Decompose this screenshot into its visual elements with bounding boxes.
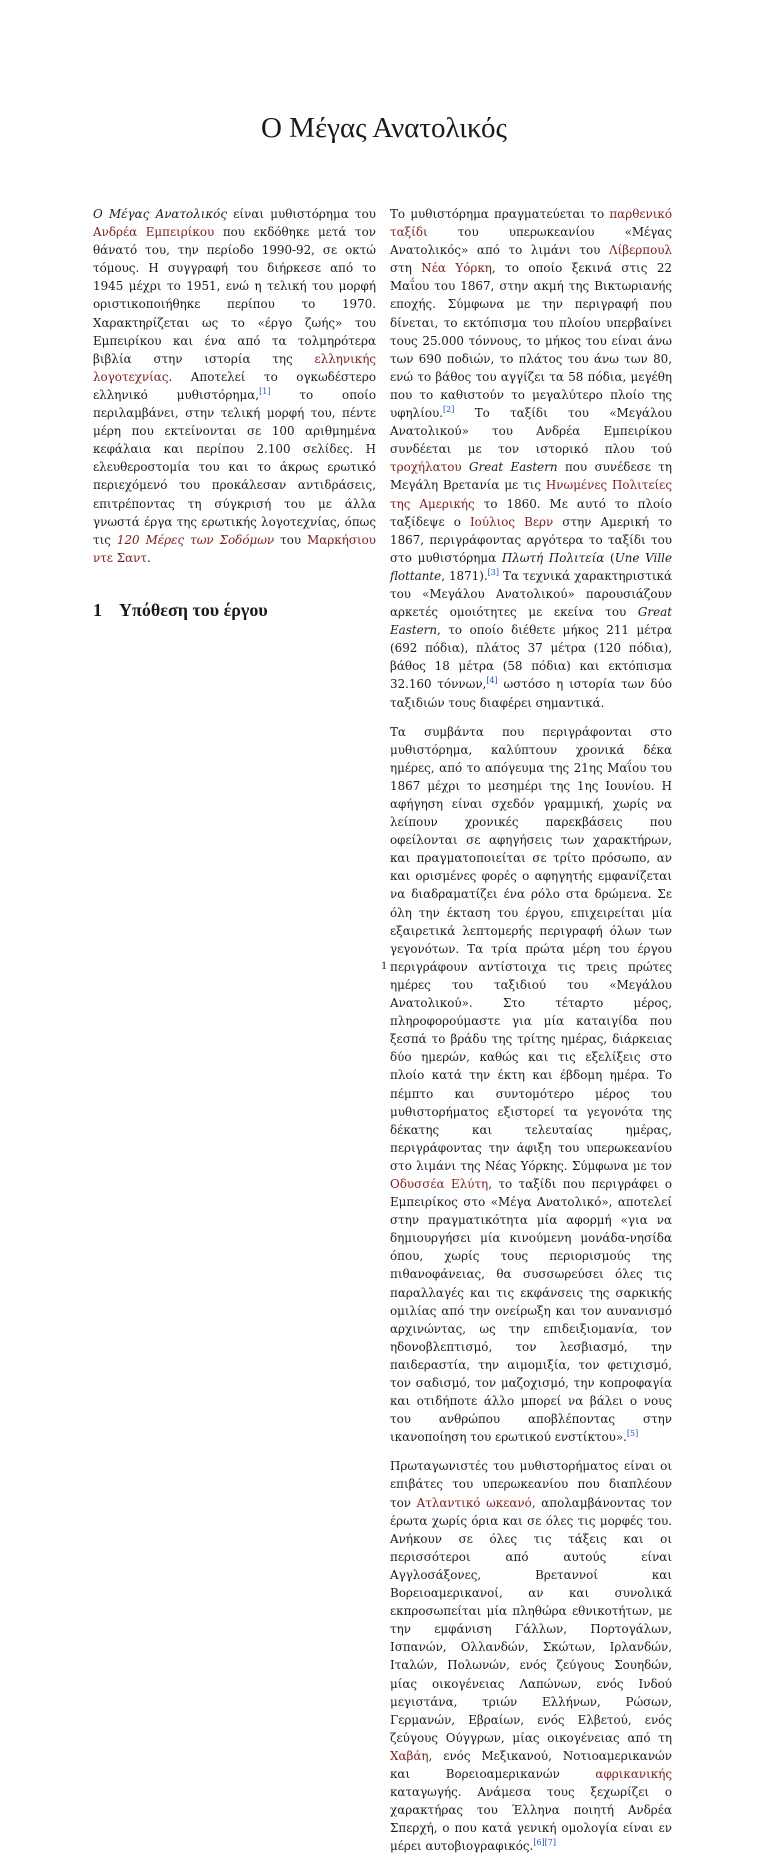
reference-5[interactable]: [5] (626, 1429, 639, 1439)
text: Πρωταγωνιστές του μυθιστορήματος είναι οι επιβάτες του υπερωκεανίου που διαπλέουν τον (390, 1459, 672, 1510)
text: . Αποτελεί το ογκωδέστερο ελληνικό μυθιστόρημα, (93, 369, 376, 402)
text: που εκδόθηκε μετά τον θάνατό του, την περίοδο 1990-92, σε οκτώ τόμους. Η συγγραφή του διήρκεσε από το 1945 μέχρι το 1951, ενώ η τελική του μορφή οριστικοποιήθηκε περίπου το 1970. Χαρακτηρίζεται ως το «έργο ζωής» του Εμπειρίκου και ένα από τα τολμηρότερα βιβλία στην ιστορία της (93, 225, 376, 366)
plot-paragraph-1 (390, 205, 672, 712)
section-heading (93, 601, 376, 619)
text: , ενός Μεξικανού, Νοτιοαμερικανών και Βορειοαμερικανών (390, 1748, 672, 1781)
italic-text: Great Eastern (469, 460, 558, 475)
plot-paragraph-2 (390, 723, 672, 1447)
text: του υπερωκεανίου «Μέγας Ανατολικός» από το λιμάνι του (390, 225, 672, 258)
link-marquis-de-sade[interactable]: Μαρκήσιου ντε Σαντ (93, 532, 376, 565)
italic-text: Πλωτή Πολιτεία (501, 550, 605, 565)
text (462, 460, 469, 474)
reference-2[interactable]: [2] (443, 405, 455, 415)
link-andreas-embirikos[interactable]: Ανδρέα Εμπειρίκου (93, 225, 215, 240)
link-liverpool[interactable]: Λίβερπουλ (608, 243, 672, 258)
text: το οποίο περιλαμβάνει, στην τελική μορφή του, πέντε μέρη που εκτείνονται σε 100 αριθμημένα κεφάλαια και περίπου 2.100 σελίδες. Η ελευθεροστομία του και το άκρως ερωτικό περιεχόμενό του προκάλεσαν αντιδράσεις, επιτρέποντας τη σύγκρισή του με άλλα γνωστά έργα της ερωτικής λογοτεχνίας, όπως τις (93, 387, 377, 547)
text: ωστόσο η ιστορία των δύο ταξιδιών τους διαφέρει σημαντικά. (390, 677, 672, 710)
link-maiden-voyage[interactable]: παρθενικό ταξίδι (390, 207, 672, 240)
text: καταγωγής. Ανάμεσα τους ξεχωρίζει ο χαρακτήρας του Έλληνα ποιητή Ανδρέα Σπερχή, ο που κατά γενική ομολογία είναι εν μέρει αυτοβιογραφικός. (390, 1785, 672, 1854)
text: Τα συμβάντα που περιγράφονται στο μυθιστόρημα, καλύπτουν χρονικά δέκα ημέρες, από το απόγευμα της 21ης Μαΐου του 1867 μέχρι το μεσημέρι της 1ης Ιουνίου. Η αφήγηση είναι σχεδόν γραμμική, χωρίς να λείπουν χρονικές παρεκβάσεις που οφείλονται σε αφηγήσεις των χαρακτήρων, και πραγματοποιείται σε τρίτο πρόσωπο, αν και ορισμένες φορές ο αφηγητής εμφανίζεται να διαδραματίζει ένα ρόλο στα δρώμενα. Σε όλη την έκταση του έργου, επιχειρείται μία εξαιρετικά λεπτομερής περιγραφή όλων των γεγονότων. Τα τρία πρώτα μέρη του έργου περιγράφουν αντίστοιχα τις τρεις πρώτες ημέρες του ταξιδιού του «Μεγάλου Ανατολικού». Στο τέταρτο μέρος, πληροφορούμαστε για μία καταιγίδα που ξεσπά το βράδυ της τρίτης ημέρας, διάρκειας δύο ημερών, καθώς και τις εξελίξεις στο πλοίο κατά την έκτη και έβδομη ημέρα. Το πέμπτο και συντομότερο μέρος του μυθιστορήματος εξιστορεί τα γεγονότα της δέκατης και τελευταίας ημέρας, περιγράφοντας την άφιξη του υπερωκεανίου στο λιμάνι της Νέας Υόρκης. Σύμφωνα με τον (390, 724, 672, 1173)
text: ( (604, 550, 615, 565)
reference-3[interactable]: [3] (487, 567, 499, 577)
text: Τα τεχνικά χαρακτηριστικά του «Μεγάλου Ανατολικού» παρουσιάζουν αρκετές ομοιότητες με εκείνα του (390, 568, 672, 620)
text: είναι μυθιστόρημα του (227, 207, 376, 221)
text: , απολαμβάνοντας τον έρωτα χωρίς όρια και σε όλες τις μορφές του. Ανήκουν σε όλες τις τάξεις και οι περισσότεροι από αυτούς είναι Αγγλοσάξονες, Βρεταννοί και Βορειοαμερικανοί, αν και συνολικά εκπροσωπείται μία πληθώρα εθνικοτήτων, με την εμφάνιση Γάλλων, Πορτογάλων, Ισπανών, Ολλανδών, Σκώτων, Ιρλανδών, Ιταλών, Πολωνών, ενός ζεύγους Σουηδών, μίας οικογένειας Λαπώνων, ενός Ινδού μεγιστάνα, τριών Ελλήνων, Ρώσων, Γερμανών, Εβραίων, ενός Ελβετού, ενός ζεύγους Ούγγρων, μίας οικογένειας από τη (390, 1495, 672, 1745)
link-greek-literature[interactable]: ελληνικής λογοτεχνίας (93, 351, 376, 384)
page-title: Ο Μέγας Ανατολικός (260, 112, 508, 144)
text: Το ταξίδι του «Μεγάλου Ανατολικού» του Ανδρέα Εμπειρίκου συνδέεται με τον ιστορικό πλου τού (390, 406, 672, 457)
section-number: 1 (93, 599, 102, 620)
text: στην Αμερική το 1867, περιγράφοντας αργότερα το ταξίδι του στο μυθιστόρημα (390, 514, 673, 565)
text: . (147, 550, 151, 565)
section-title: Υπόθεση του έργου (119, 599, 268, 620)
reference-1[interactable]: [1] (259, 386, 271, 396)
text: που συνέδεσε τη Μεγάλη Βρετανία με τις (390, 460, 673, 493)
text: , το ταξίδι που περιγράφει ο Εμπειρίκος στο «Μέγα Ανατολικό», αποτελεί στην πραγματικότητα μία αφορμή «για να δημιουργήσει μία κινούμενη μονάδα-νησίδα όπου, χωρίς τους περιορισμούς της πιθανοφάνειας, θα συσσωρεύσει όλες τις παραλλαγές και τις εκφάνσεις της σαρκικής ομιλίας από την ονείρωξη και τον αυνανισμό αρχινώντας, ως την επιδειξιομανία, τον ηδονοβλεπτισμό, τον λεσβιασμό, την παιδεραστία, την αιμομιξία, τον φετιχισμό, τον σαδισμό, τον μαζοχισμό, την κοπροφαγία και οτιδήποτε άλλο μπορεί να βάλει ο νους του ανθρώπου αποβλέποντας στην ικανοποίηση του ερωτικού ενστίκτου». (390, 1176, 672, 1445)
reference-6-7[interactable]: [6][7] (533, 1838, 556, 1848)
reference-4[interactable]: [4] (486, 676, 498, 686)
link-120-days-of-sodom[interactable]: 120 Μέρες των Σοδόμων (116, 532, 275, 547)
text: του (274, 532, 308, 547)
text: , 1871). (441, 568, 488, 583)
link-odysseas-elytis[interactable]: Οδυσσέα Ελύτη (390, 1176, 489, 1191)
link-new-york[interactable]: Νέα Υόρκη (421, 261, 492, 276)
intro-paragraph (93, 205, 376, 567)
link-african[interactable]: αφρικανικής (595, 1766, 672, 1781)
italic-text: Une Ville flottante (390, 550, 672, 583)
page-number: 1 (381, 958, 387, 972)
text: , το οποίο διέθετε μήκος 211 μέτρα (692 πόδια), πλάτος 37 μέτρα (120 πόδια), βάθος 18 μέτρα (58 πόδια) και εκτόπισμα 32.160 τόννων, (390, 623, 672, 692)
italic-text: Great Eastern (390, 605, 672, 638)
link-paddle-steamer[interactable]: τροχήλατου (390, 460, 462, 475)
plot-paragraph-3 (390, 1457, 672, 1855)
book-title-italic: Ο Μέγας Ανατολικός (93, 207, 228, 221)
link-united-states[interactable]: Ηνωμένες Πολιτείες της Αμερικής (390, 478, 672, 511)
text: το 1860. Με αυτό το πλοίο ταξίδεψε ο (390, 496, 673, 529)
left-column (93, 205, 376, 637)
text: Το μυθιστόρημα πραγματεύεται το (390, 207, 610, 221)
text: στη (390, 261, 422, 276)
link-jules-verne[interactable]: Ιούλιος Βερν (469, 514, 554, 529)
right-column (390, 205, 672, 1866)
text: , το οποίο ξεκινά στις 22 Μαΐου του 1867, στην ακμή της Βικτωριανής εποχής. Σύμφωνα με την περιγραφή που δίνεται, το εκτόπισμα του πλοίου υπερβαίνει τους 25.000 τόννους, το μήκος του είναι άνω των 690 ποδιών, το πλάτος του άνω των 80, ενώ το βάθος του αγγίζει τα 58 πόδια, μεγέθη που το καθιστούν το μεγαλύτερο πλοίο της υφηλίου. (390, 261, 672, 421)
link-atlantic-ocean[interactable]: Ατλαντικό ωκεανό (416, 1495, 532, 1510)
link-hawaii[interactable]: Χαβάη (390, 1748, 429, 1763)
